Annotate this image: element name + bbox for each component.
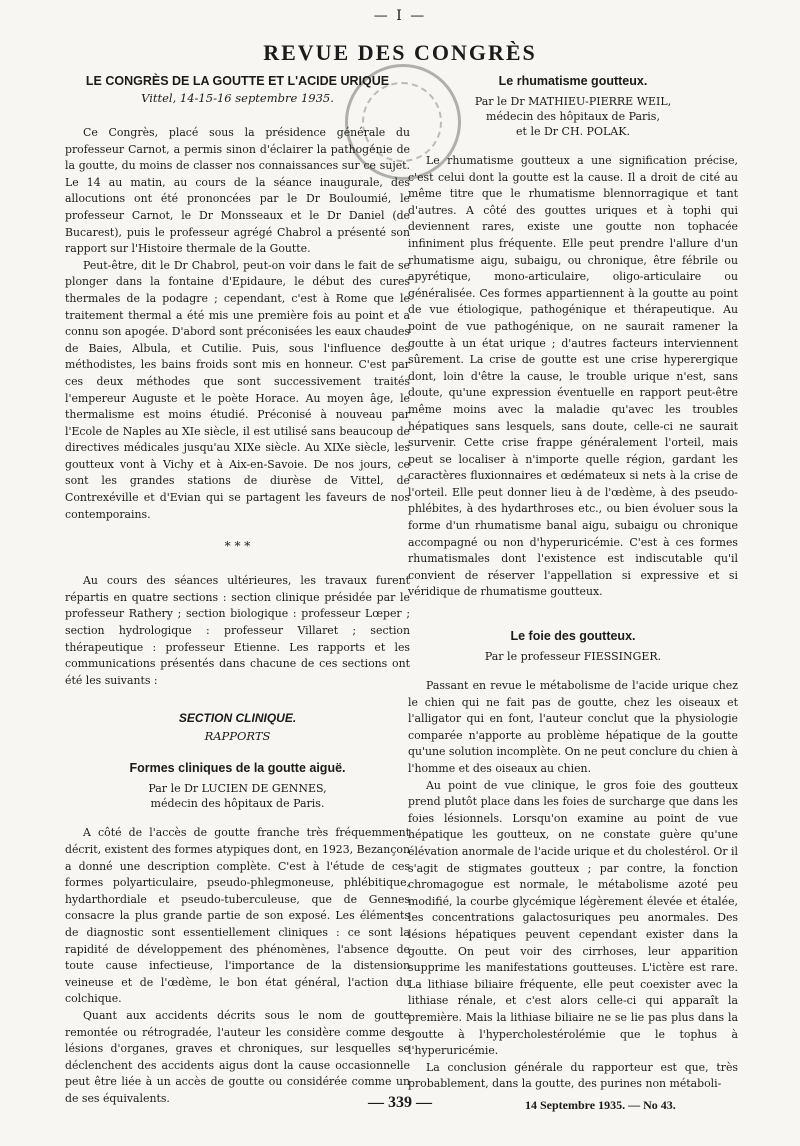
- byline-line: Par le Dr MATHIEU-PIERRE WEIL,: [474, 95, 672, 108]
- byline-line: médecin des hôpitaux de Paris.: [150, 797, 325, 811]
- article-subtitle-location: Vittel, 14-15-16 septembre 1935.: [141, 91, 334, 105]
- section-heading: SECTION CLINIQUE.: [178, 711, 297, 726]
- issue-date: 14 Septembre 1935. — No 43.: [525, 1098, 676, 1112]
- paragraph: Peut-être, dit le Dr Chabrol, peut-on voir dans le fait de se plonger dans la fontaine d'Epidaure, le début des cures thermales de la podagre ; cependant, c'est à Rome que le traitement thermal a été mis une première fois au point et a connu son apogée. D'abord sont préconisées les eaux chaudes de Baies, Albula, et Cutilie. Puis, sous l'influence des méthodistes, les bains froids sont mis en honneur. C'est par ces deux méthodes que sont successivement traités l'empereur Auguste et le poète Horace. Au moyen âge, le thermalisme est moins étudié. Préconisé à nouveau par l'Ecole de Naples au XIe siècle, il est utilisé sans beaucoup de directives médicales jusqu'au XIXe siècle. Au XIXe siècle, les goutteux vont à Vichy et à Aix-en-Savoie. De nos jours, ce sont les grandes stations de diurèse de Vittel, de Contrexéville et d'Evian qui se partagent les faveurs de nos contemporains.: [65, 258, 410, 521]
- byline-line: Par le Dr LUCIEN DE GENNES,: [148, 782, 327, 796]
- section-separator: * * *: [224, 539, 251, 554]
- right-column: [408, 74, 738, 1093]
- byline-line: et le Dr CH. POLAK.: [516, 125, 630, 138]
- paragraph: Passant en revue le métabolisme de l'acide urique chez le chien qui ne fait pas de goutte, chez les oiseaux et l'alligator qui en font, l'auteur conclut que la physiologie comparée n'apporte au problème hépatique de la goutte qu'une solution incomplète. On ne peut conclure du chien à l'homme et des oiseaux au chien.: [408, 679, 739, 775]
- article-title-formes: Formes cliniques de la goutte aiguë.: [129, 761, 346, 776]
- page-marker: — I —: [373, 8, 427, 24]
- article-byline: Par le professeur FIESSINGER.: [484, 650, 662, 664]
- paragraph: Au cours des séances ultérieures, les travaux furent répartis en quatre sections : section clinique présidée par le professeur Rathery ; section biologique : professeur Lœper ; section hydrologique : professeur Villaret ; section thérapeutique : professeur Etienne. Les rapports et les communications présentés dans chacune de ces sections ont été les suivants :: [65, 574, 410, 687]
- paragraph: A côté de l'accès de goutte franche très fréquemment décrit, existent des formes atypiques dont, en 1923, Bezançon a donné une description complète. C'est à l'étude de ces formes polyarticulaire, pseudo-phlegmoneuse, phlébitique, hydarthordiale et pseudo-tuberculeuse, que de Gennes consacre la plus grande partie de son exposé. Les éléments de diagnostic sont essentiellement cliniques : ce sont la rapidité de développement des phénomènes, l'absence de toute cause infectieuse, l'importance de la distension veineuse et de l'œdème, le bon état général, l'action du colchique.: [65, 826, 410, 1006]
- paragraph: Ce Congrès, placé sous la présidence générale du professeur Carnot, a permis sinon d'éclairer la pathogénie de la goutte, du moins de classer nos connaissances sur ce sujet. Le 14 au matin, au cours de la séance inaugurale, des allocutions ont été prononcées par le Dr Bouloumié, le professeur Carnot, le Dr Monsseaux et le Dr Daniel (de Bucarest), puis le professeur agrégé Chabrol a présenté son rapport sur l'Histoire thermale de la Goutte.: [65, 126, 410, 256]
- paragraph: Le rhumatisme goutteux a une signification précise, c'est celui dont la goutte est la cause. Il a droit de cité au même titre que le rhumatisme blennorragique et tant d'autres. A côté des gouttes uriques et à tophi qui deviennent rares, existe une goutte non tophacée infiniment plus fréquente. Elle peut prendre l'allure d'un rhumatisme aigu, subaigu, ou chronique, être fébrile ou apyrétique, mono-articulaire, oligo-articulaire ou généralisée. Ces formes appartiennent à la goutte au point de vue étiologique, pathogénique et thérapeutique. Au point de vue pathogénique, on ne saurait ramener la goutte à un état urique ; d'autres facteurs interviennent sûrement. La crise de goutte est une crise hyperergique dont, loin d'être la cause, le trouble urique n'est, sans doute, qu'une expression éventuelle en rapport peut-être même moins avec la maladie qu'avec les troubles hépatiques sans lesquels, sans doute, celle-ci ne saurait survenir. Cette crise frappe généralement l'orteil, mais peut se localiser à n'importe quelle région, gardant les caractères fluxionnaires et œdémateux si nets à la crise de l'orteil. Elle peut donner lieu à de l'œdème, à des pseudo-phlébites, à des hydarthroses etc., ou bien évoluer sous la forme d'un rhumatisme banal aigu, subaigu ou chronique accompagné ou non d'hyperuricémie. C'est à ces formes rhumatismales dont l'existence est indiscutable qu'il convient de réserver l'appellation si expressive et si véridique de rhumatisme goutteux.: [408, 154, 738, 599]
- article-title-rhumatisme: Le rhumatisme goutteux.: [498, 74, 648, 88]
- article-title-foie: Le foie des goutteux.: [510, 629, 636, 644]
- page-number: — 339 —: [368, 1094, 432, 1111]
- paragraph: La conclusion générale du rapporteur est que, très probablement, dans la goutte, des purines non métaboli-: [408, 1060, 738, 1091]
- article-byline: [65, 781, 410, 811]
- left-column: [65, 74, 410, 1108]
- article-title-congres: LE CONGRÈS DE LA GOUTTE ET L'ACIDE URIQUE: [85, 74, 390, 88]
- byline-line: médecin des hôpitaux de Paris,: [486, 110, 660, 123]
- masthead-title: REVUE DES CONGRÈS: [263, 40, 537, 65]
- paragraph: Au point de vue clinique, le gros foie des goutteux prend plutôt place dans les foies de surcharge que dans les foies lésionnels. Lorsqu'on examine au point de vue hépatique les goutteux, on ne constate guère qu'une élévation anormale de l'acide urique et du cholestérol. Or il s'agit de stigmates goutteux ; par contre, la fonction chromagogue est normale, le métabolisme azoté peu modifié, la courbe glycémique légèrement élevée et étalée, les concentrations galactosuriques peu anormales. Des lésions hépatiques peuvent cependant exister dans la goutte. On peut voir des cirrhoses, leur apparition supprime les manifestations goutteuses. L'ictère est rare. La lithiase biliaire fréquente, elle peut coexister avec la lithiase rénale, et c'est alors celle-ci qui apparaît la première. Mais la lithiase biliaire ne se lie pas plus dans la goutte à l'hypercholestérolémie que le tophus à l'hyperuricémie.: [408, 778, 738, 1058]
- article-byline: [408, 94, 738, 139]
- subsection-heading: RAPPORTS: [204, 729, 271, 744]
- paragraph: Quant aux accidents décrits sous le nom de goutte remontée ou rétrogradée, l'auteur les considère comme des lésions d'organes, graves et chroniques, sur lesquelles se déclenchent des accidents aigus dont la cause occasionnelle peut être liée à un accès de goutte ou considérée comme un de ses équivalents.: [65, 1008, 410, 1105]
